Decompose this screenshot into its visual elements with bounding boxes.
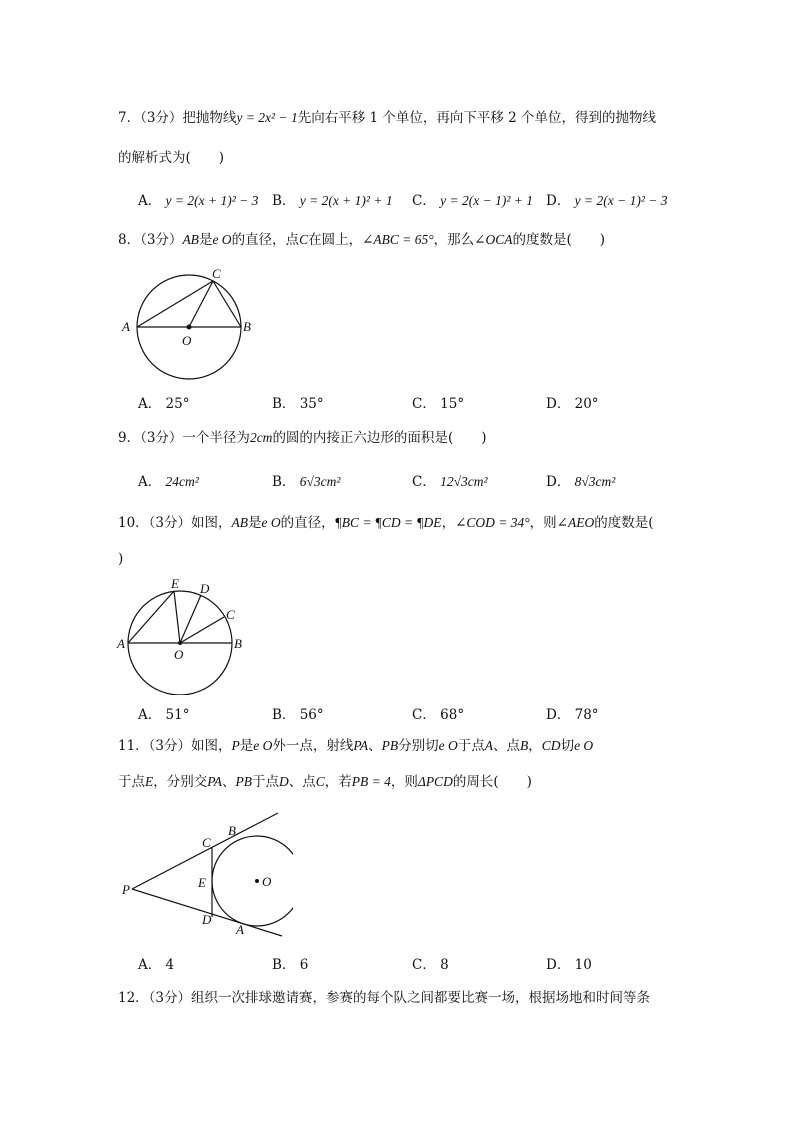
q12-text: 12．（3分）组织一次排球邀请赛，参赛的每个队之间都要比赛一场，根据场地和时间等条 (118, 990, 651, 1006)
q10-text: ，则 (529, 515, 557, 531)
q11-text: 于点 (457, 738, 485, 754)
q11-label-a: A (236, 922, 244, 937)
q10-radius-oe (174, 591, 180, 643)
q11-circle: e O (574, 738, 594, 753)
q8-point-c: C (299, 232, 309, 247)
q11-stem-line2 (118, 772, 532, 792)
answer-paren-open: ( (648, 515, 654, 531)
q8-text: ，那么 (433, 232, 475, 248)
q8-angle-ask: ∠OCA (474, 232, 513, 247)
q8-stem (118, 230, 605, 250)
q8-number: 8．（3分） (118, 232, 183, 248)
q11-point-p: P (231, 738, 240, 753)
answer-paren-close: ) (118, 551, 124, 567)
q8-text: 是 (198, 232, 213, 248)
option-letter: A． (138, 707, 162, 723)
q11-text: ，若 (324, 774, 352, 790)
q11-point-a: A (484, 738, 494, 753)
option-text: 56° (299, 707, 324, 723)
option-letter: D． (546, 193, 571, 209)
q9-text: 的圆的内接正六边形的面积是 (272, 430, 448, 446)
q10-stem-line2 (118, 549, 123, 569)
q10-center-dot (178, 641, 182, 645)
q11-text: 切 (560, 738, 575, 754)
q9-option-b[interactable] (272, 472, 340, 492)
option-text: y = 2(x + 1)² − 3 (165, 193, 259, 208)
q11-text: 、点 (493, 738, 521, 754)
option-letter: D． (546, 957, 571, 973)
q11-pb: PB (235, 774, 253, 789)
option-letter: B． (272, 957, 296, 973)
q8-label-a: A (122, 319, 130, 334)
q11-text: 于点 (252, 774, 280, 790)
q11-circle: e O (438, 738, 458, 753)
q11-text: 11．（3分）如图， (118, 738, 232, 754)
q10-label-d: D (200, 581, 210, 596)
option-text: 24cm² (165, 474, 199, 489)
q8-option-d[interactable] (546, 394, 599, 414)
q11-point-b: B (520, 738, 529, 753)
q11-given: PB = 4 (351, 774, 391, 789)
q8-center-dot (187, 325, 192, 330)
answer-paren-open: ( (447, 430, 454, 446)
q11-label-c: C (202, 835, 211, 850)
q11-text: 是 (239, 738, 254, 754)
option-letter: B． (272, 396, 296, 412)
q11-figure (118, 810, 293, 945)
option-letter: B． (272, 193, 296, 209)
option-text: 20° (574, 396, 599, 412)
q11-ask: ΔPCD (417, 774, 453, 789)
q10-radius-od (180, 595, 201, 643)
answer-paren-open: ( (493, 774, 499, 790)
option-letter: C． (412, 707, 436, 723)
q7-text: 先向右平移 1 个单位，再向下平移 2 个单位，得到的抛物线 (297, 110, 657, 126)
q11-option-a[interactable] (138, 955, 174, 975)
q11-option-c[interactable] (412, 955, 449, 975)
q11-cd: CD (541, 738, 561, 753)
q8-option-a[interactable] (138, 394, 189, 414)
q8-text: 在圆上， (308, 232, 363, 248)
q9-text: 9．（3分）一个半径为 (118, 430, 250, 446)
q11-center-dot (255, 879, 259, 883)
q10-option-a[interactable] (138, 705, 189, 725)
option-text: 8 (440, 957, 449, 973)
option-letter: C． (412, 396, 436, 412)
option-letter: B． (272, 707, 296, 723)
q8-label-o: O (182, 333, 192, 348)
q11-option-b[interactable] (272, 955, 308, 975)
q8-option-b[interactable] (272, 394, 324, 414)
q10-option-b[interactable] (272, 705, 324, 725)
q7-stem-line2 (118, 148, 224, 168)
q7-formula: y = 2x² − 1 (236, 110, 298, 125)
q11-text: 于点 (118, 774, 145, 790)
q11-point-e: E (145, 774, 154, 789)
q10-label-c: C (226, 607, 235, 622)
q10-label-b: B (234, 636, 242, 651)
answer-paren-open: ( (566, 232, 572, 248)
q11-pa: PA (207, 774, 223, 789)
q10-text: ， (441, 515, 456, 531)
option-letter: A． (138, 396, 162, 412)
q10-figure (116, 575, 251, 695)
q9-radius: 2cm (249, 430, 273, 445)
option-text: 6 (299, 957, 309, 973)
q8-figure (118, 265, 268, 390)
option-letter: D． (546, 707, 571, 723)
q11-text: 的周长 (452, 774, 494, 790)
q7-stem-line1 (118, 108, 656, 128)
q11-stem-line1 (118, 736, 593, 756)
option-letter: A． (138, 957, 162, 973)
option-text: 68° (440, 707, 465, 723)
option-letter: B． (272, 474, 296, 490)
option-text: 4 (165, 957, 175, 973)
option-letter: C． (412, 474, 436, 490)
option-text: y = 2(x − 1)² − 3 (574, 193, 668, 208)
q8-option-c[interactable] (412, 394, 464, 414)
q10-arcs: ¶BC = ¶CD = ¶DE (334, 515, 442, 530)
q9-option-c[interactable] (412, 472, 488, 492)
q7-text: 的解析式为 (118, 150, 186, 166)
q7-option-d[interactable] (546, 191, 667, 211)
option-text: 35° (299, 396, 324, 412)
option-text: y = 2(x + 1)² + 1 (299, 193, 393, 208)
q9-option-d[interactable] (546, 472, 615, 492)
q11-text: ，则 (390, 774, 418, 790)
q11-label-d: D (202, 912, 212, 927)
q10-text: 的度数是 (594, 515, 649, 531)
option-text: 78° (574, 707, 599, 723)
option-text: 6√3cm² (299, 474, 341, 489)
option-text: 15° (440, 396, 465, 412)
q8-angle-given: ∠ABC = 65° (362, 232, 434, 247)
answer-paren-close: ) (526, 774, 532, 790)
answer-paren-close: ) (599, 232, 606, 248)
q10-angle-ask: ∠AEO (556, 515, 595, 530)
q11-text: 外一点，射线 (272, 738, 354, 754)
q10-radius-oc (180, 617, 224, 643)
q7-text: 7．（3分）把抛物线 (118, 110, 237, 126)
q11-label-o: O (262, 874, 272, 889)
q8-label-c: C (212, 266, 221, 281)
answer-paren-close: ) (218, 150, 225, 166)
option-letter: D． (546, 396, 571, 412)
q10-text: 的直径， (280, 515, 335, 531)
q11-pa: PA (353, 738, 369, 753)
q11-option-d[interactable] (546, 955, 592, 975)
option-letter: D． (546, 474, 571, 490)
q11-point-c: C (315, 774, 325, 789)
q10-ab: AB (231, 515, 249, 530)
option-text: y = 2(x − 1)² + 1 (440, 193, 533, 208)
option-text: 51° (165, 707, 190, 723)
q10-circle: e O (261, 515, 281, 530)
q8-label-b: B (243, 319, 251, 334)
answer-paren-close: ) (481, 430, 487, 446)
q9-stem (118, 428, 487, 448)
q10-angle-given: ∠COD = 34° (455, 515, 530, 530)
q11-text: ，分别交 (153, 774, 208, 790)
option-text: 10 (574, 957, 592, 973)
q11-text: 分别切 (398, 738, 439, 754)
q12-stem (118, 988, 650, 1008)
q11-circle-shape (212, 836, 293, 926)
option-text: 8√3cm² (574, 474, 616, 489)
q11-text: 、 (368, 738, 382, 754)
q10-label-e: E (171, 576, 179, 591)
q10-option-d[interactable] (546, 705, 599, 725)
q10-label-a: A (117, 636, 125, 651)
q11-text: 、 (222, 774, 236, 790)
option-letter: C． (412, 193, 436, 209)
q11-circle: e O (253, 738, 273, 753)
q11-point-d: D (279, 774, 289, 789)
option-letter: A． (138, 193, 162, 209)
q11-text: ， (528, 738, 542, 754)
q8-ab: AB (182, 232, 199, 247)
q10-text: 10．（3分）如图， (118, 515, 232, 531)
q8-text: 的度数是 (512, 232, 567, 248)
q10-text: 是 (248, 515, 262, 531)
option-text: 12√3cm² (440, 474, 488, 489)
q8-text: 的直径，点 (231, 232, 300, 248)
q10-stem-line1 (118, 513, 653, 533)
q11-pb: PB (381, 738, 399, 753)
q7-option-b[interactable] (272, 191, 393, 211)
q7-option-a[interactable] (138, 191, 258, 211)
q11-text: 、点 (288, 774, 316, 790)
q10-label-o: O (174, 647, 184, 662)
q9-option-a[interactable] (138, 472, 199, 492)
option-letter: A． (138, 474, 162, 490)
q8-chord-bc (213, 281, 241, 327)
q10-option-c[interactable] (412, 705, 464, 725)
answer-paren-open: ( (185, 150, 191, 166)
option-text: 25° (165, 396, 190, 412)
q7-option-c[interactable] (412, 191, 533, 211)
q11-label-e: E (198, 875, 206, 890)
q11-label-p: P (122, 882, 130, 897)
q11-label-b: B (228, 823, 236, 838)
q8-circle: e O (212, 232, 232, 247)
option-letter: C． (412, 957, 436, 973)
